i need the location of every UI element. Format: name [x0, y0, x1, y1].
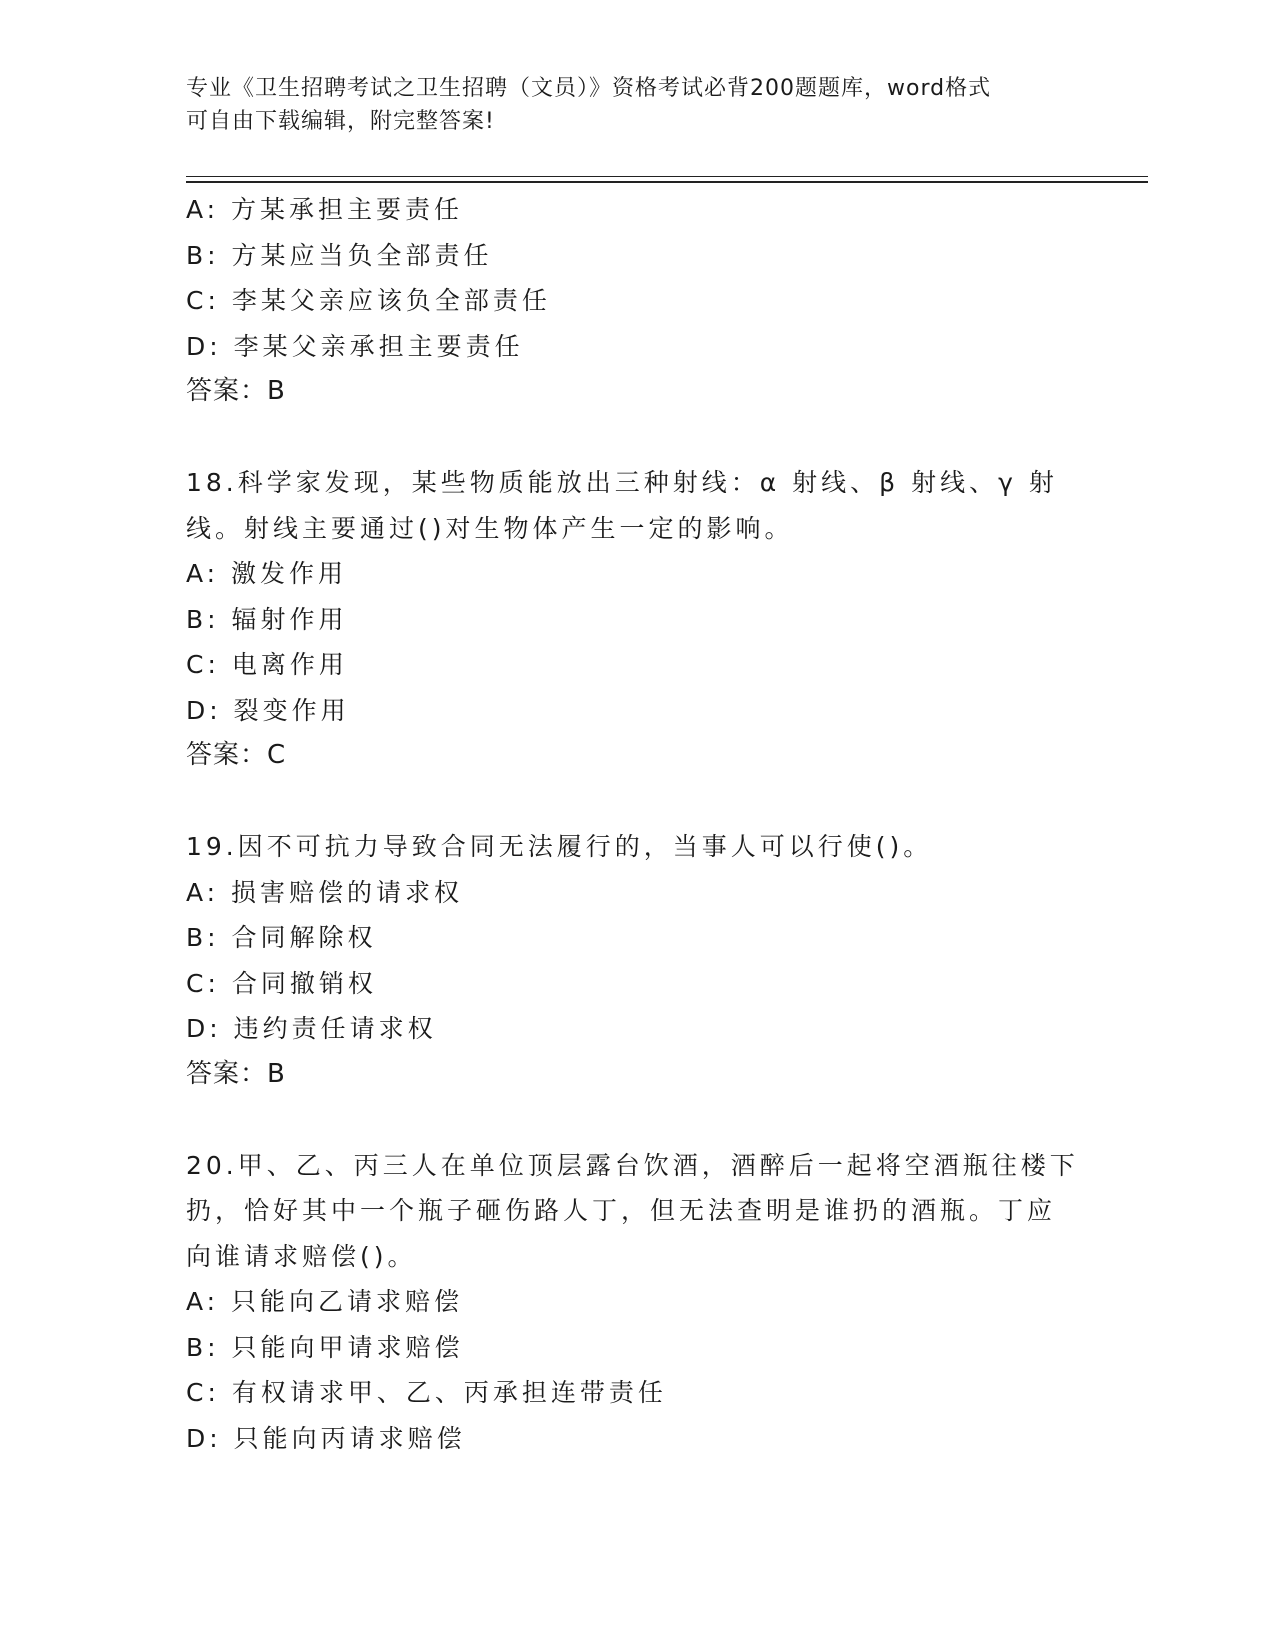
header-line-1: 专业《卫生招聘考试之卫生招聘（文员）》资格考试必背200题题库，word格式: [186, 76, 992, 101]
question-18: [186, 460, 1086, 779]
option-a: A: 激发作用: [186, 559, 348, 588]
option-a: A: 方某承担主要责任: [186, 195, 464, 224]
answer: 答案：C: [186, 740, 287, 770]
question-20: [186, 1143, 1086, 1462]
option-a: A: 只能向乙请求赔偿: [186, 1287, 464, 1316]
question-text-line-1: 19.因不可抗力导致合同无法履行的，当事人可以行使()。: [186, 832, 933, 861]
option-c: C: 合同撤销权: [186, 968, 377, 998]
option-d: D: 违约责任请求权: [186, 1014, 437, 1043]
question-text-line-2: 线。射线主要通过()对生物体产生一定的影响。: [186, 513, 794, 543]
answer: 答案：B: [186, 1058, 286, 1089]
question-17: [186, 187, 1086, 415]
spacer: [186, 1097, 1086, 1143]
option-a: A: 损害赔偿的请求权: [186, 877, 464, 907]
option-b: B: 方某应当负全部责任: [186, 240, 493, 270]
option-d: D: 李某父亲承担主要责任: [186, 331, 524, 361]
document-header: [186, 72, 1066, 138]
option-b: B: 只能向甲请求赔偿: [186, 1332, 464, 1362]
question-text-line-1: 18.科学家发现，某些物质能放出三种射线：α 射线、β 射线、γ 射: [186, 468, 1058, 497]
question-text-line-1: 20.甲、乙、丙三人在单位顶层露台饮酒，酒醉后一起将空酒瓶往楼下: [186, 1150, 1079, 1180]
spacer: [186, 779, 1086, 825]
answer: 答案：B: [186, 376, 286, 406]
option-c: C: 李某父亲应该负全部责任: [186, 286, 551, 315]
question-text-line-2: 扔，恰好其中一个瓶子砸伤路人丁，但无法查明是谁扔的酒瓶。丁应: [186, 1196, 1057, 1225]
header-line-2: 可自由下载编辑，附完整答案!: [186, 109, 495, 134]
option-c: C: 有权请求甲、乙、丙承担连带责任: [186, 1378, 667, 1407]
header-rule-thick: [186, 181, 1148, 183]
header-rule-thin: [186, 176, 1148, 177]
option-b: B: 合同解除权: [186, 923, 377, 952]
option-d: D: 只能向丙请求赔偿: [186, 1423, 466, 1453]
spacer: [186, 415, 1086, 461]
option-c: C: 电离作用: [186, 650, 348, 679]
question-text-line-3: 向谁请求赔偿()。: [186, 1241, 417, 1271]
question-19: [186, 824, 1086, 1097]
option-d: D: 裂变作用: [186, 695, 350, 725]
option-b: B: 辐射作用: [186, 604, 348, 634]
document-body: [186, 187, 1086, 1461]
